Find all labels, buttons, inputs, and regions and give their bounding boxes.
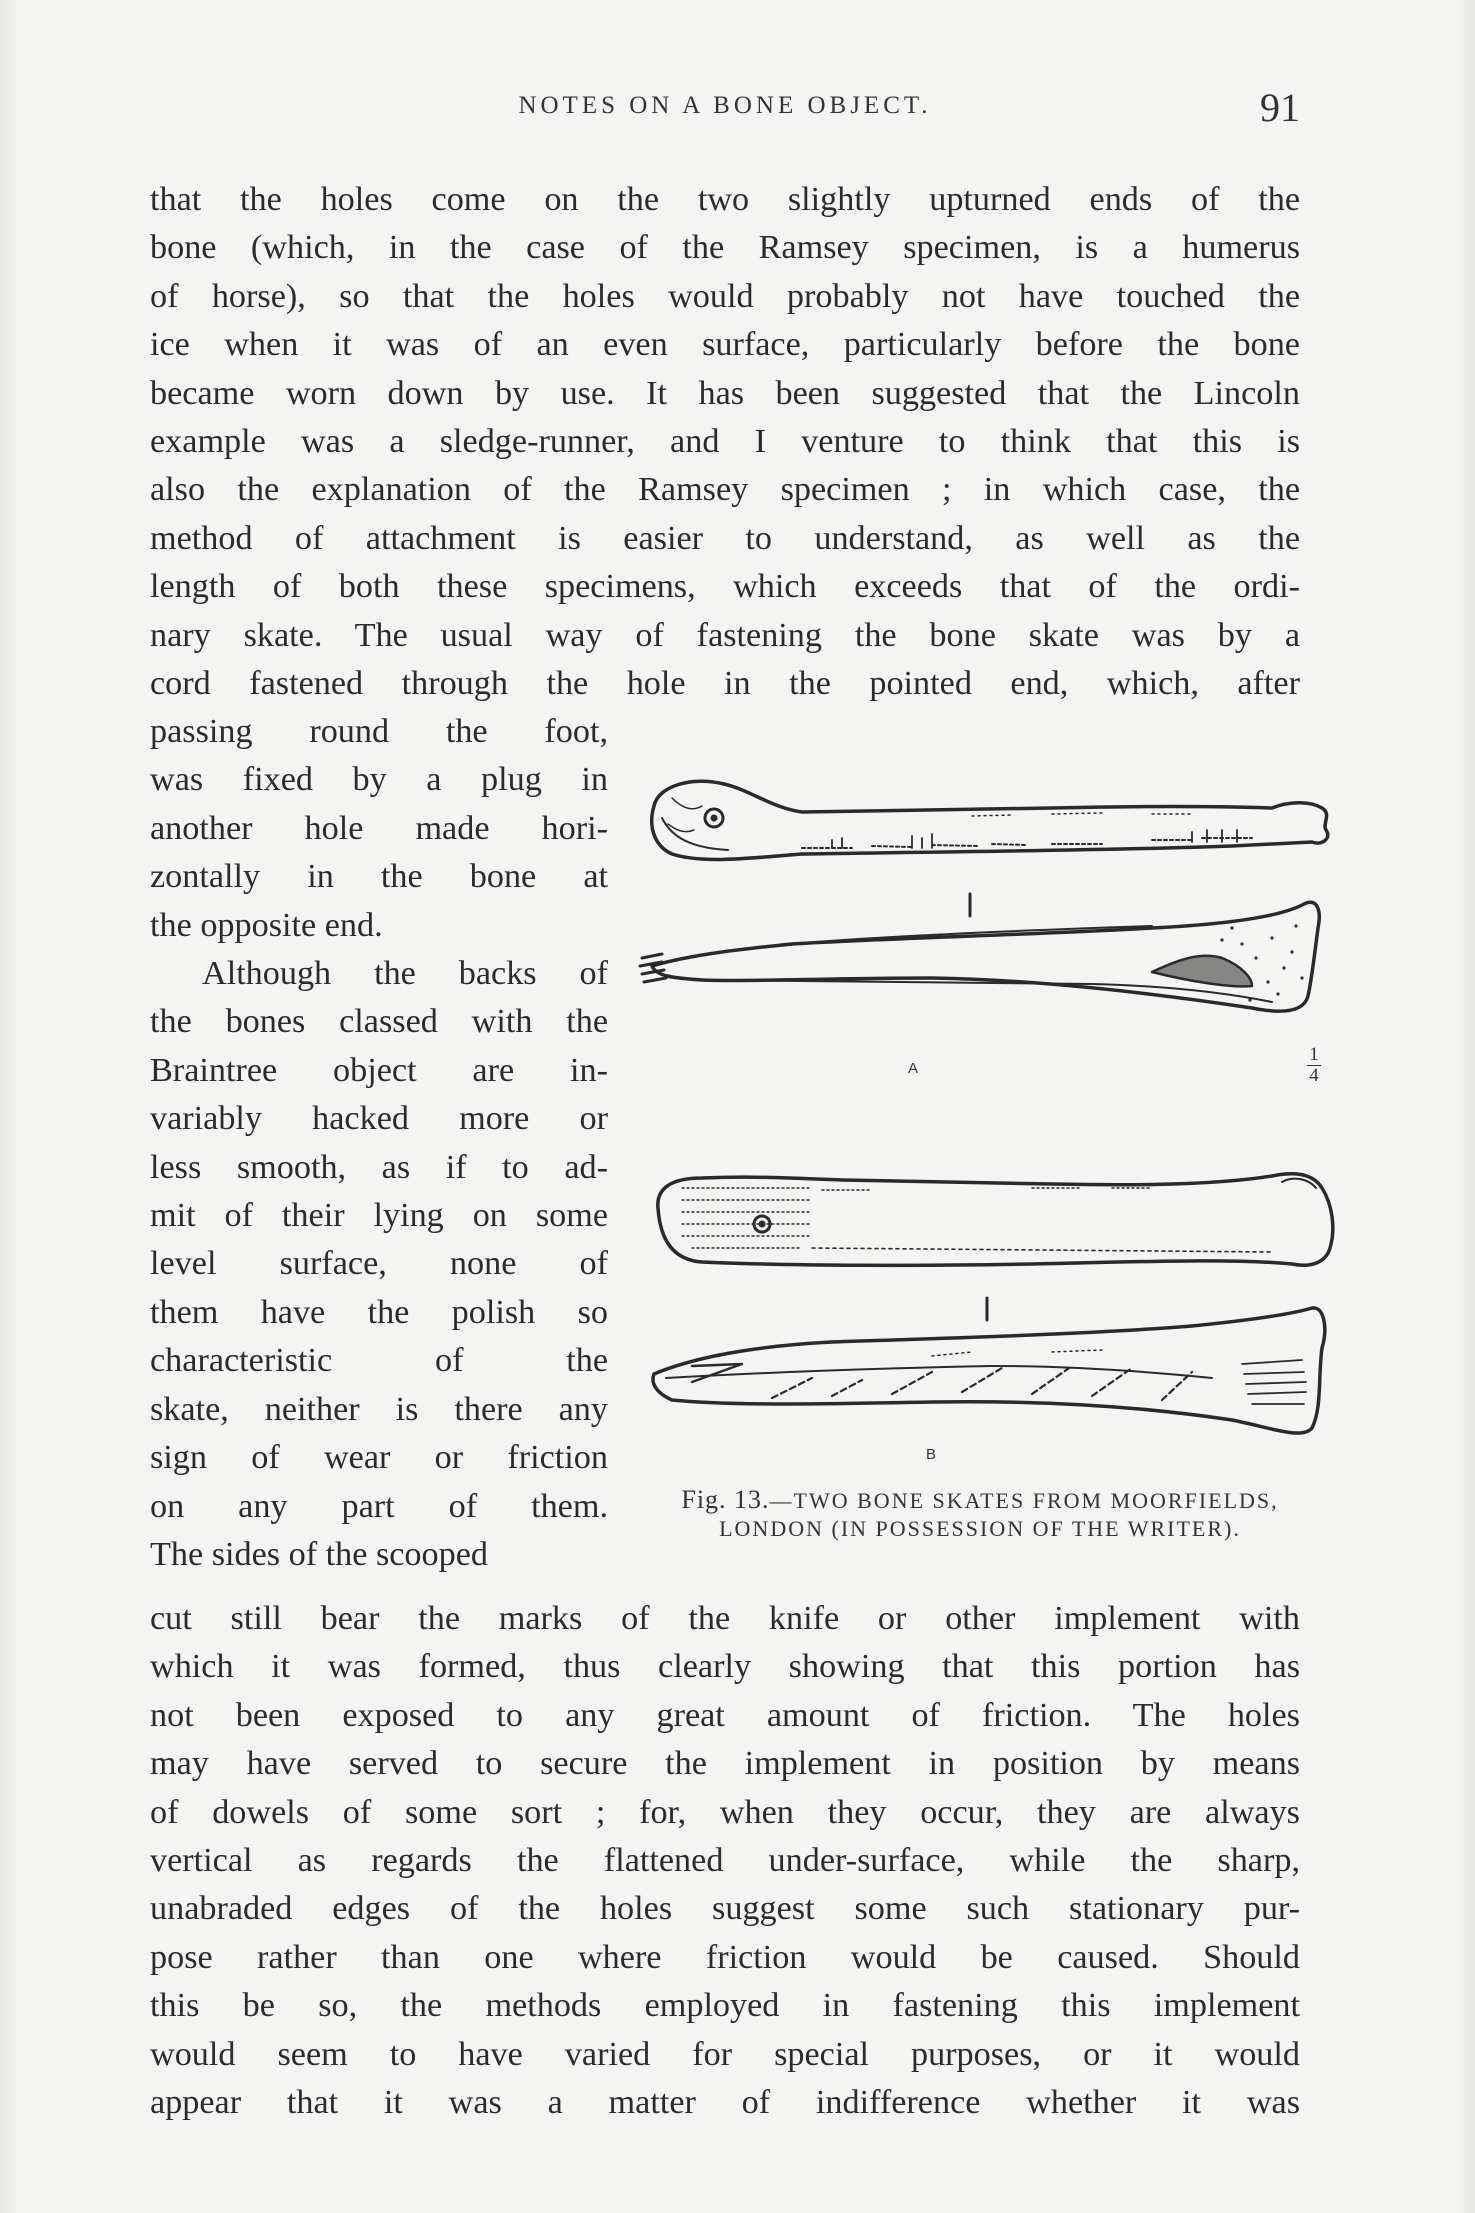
text-line: nary skate. The usual way of fastening the bone skate was by a [150,616,1300,654]
body-text-side [150,708,608,1579]
text-line: length of both these specimens, which exceeds that of the ordi- [150,568,1300,606]
text-line: which it was formed, thus clearly showing that this portion has [150,1648,1300,1686]
text-line: not been exposed to any great amount of friction. The holes [150,1696,1300,1734]
figure-caption-line-1 [620,1485,1340,1515]
text-line: was fixed by a plug in [150,761,608,799]
text-line: method of attachment is easier to understand, as well as the [150,519,1300,557]
figure-13 [632,768,1352,1568]
skate-a-side-view [640,902,1319,1011]
figure-label-b: B [926,1446,937,1463]
text-line: them have the polish so [150,1293,608,1331]
text-line: of horse), so that the holes would probably not have touched the [150,277,1300,315]
text-line: characteristic of the [150,1342,608,1380]
text-line: another hole made hori- [150,809,608,847]
text-line: level surface, none of [150,1245,608,1283]
text-line: would seem to have varied for special purposes, or it would [150,2035,1300,2073]
text-line: may have served to secure the implement in position by means [150,1745,1300,1783]
text-line: cord fastened through the hole in the pointed end, which, after [150,665,1300,703]
skate-a-top-view [652,781,1328,859]
text-line: passing round the foot, [150,713,608,750]
running-head: NOTES ON A BONE OBJECT. [518,92,932,119]
text-line: mit of their lying on some [150,1197,608,1235]
scale-denominator: 4 [1309,1065,1319,1086]
text-line: pose rather than one where friction would be caused. Should [150,1938,1300,1976]
text-line: became worn down by use. It has been suggested that the Lincoln [150,374,1300,412]
text-line: less smooth, as if to ad- [150,1148,608,1186]
text-line: variably hacked more or [150,1100,608,1138]
scale-numerator: 1 [1309,1044,1319,1065]
text-line: Although the backs of [202,955,608,993]
text-line: cut still bear the marks of the knife or other implement with [150,1600,1300,1637]
page-header [150,85,1300,142]
scan-edge-left [0,0,18,2213]
page-number: 91 [1260,85,1300,130]
bone-skates-illustration [632,768,1352,1468]
text-line: the bones classed with the [150,1003,608,1041]
text-line: The sides of the scooped [150,1535,488,1573]
text-line: zontally in the bone at [150,858,608,896]
figure-caption-rest: —TWO BONE SKATES FROM MOORFIELDS, [769,1488,1279,1513]
text-line: the opposite end. [150,906,383,944]
text-line: Braintree object are in- [150,1051,608,1089]
skate-b-top-view [658,1174,1333,1266]
text-line: of dowels of some sort ; for, when they occur, they are always [150,1793,1300,1831]
body-text-bottom [150,1595,1300,2127]
text-line: sign of wear or friction [150,1439,608,1477]
text-line: ice when it was of an even surface, particularly before the bone [150,326,1300,364]
text-line: example was a sledge-runner, and I venture to think that this is [150,423,1300,461]
text-line: this be so, the methods employed in fastening this implement [150,1987,1300,2025]
text-line: vertical as regards the flattened under-surface, while the sharp, [150,1842,1300,1880]
figure-caption-lead: Fig. 13. [681,1485,770,1514]
body-text-top [150,176,1300,708]
skate-b-side-view [653,1308,1325,1433]
text-line: on any part of them. [150,1487,608,1525]
text-line: bone (which, in the case of the Ramsey specimen, is a humerus [150,229,1300,267]
scale-fraction [1304,1046,1324,1085]
text-line: unabraded edges of the holes suggest some such stationary pur- [150,1890,1300,1928]
figure-caption-line-2: LONDON (IN POSSESSION OF THE WRITER). [719,1516,1241,1541]
text-line: also the explanation of the Ramsey specimen ; in which case, the [150,471,1300,509]
text-line: skate, neither is there any [150,1390,608,1428]
text-line: that the holes come on the two slightly upturned ends of the [150,181,1300,218]
figure-label-a: A [908,1060,919,1077]
text-line: appear that it was a matter of indifference whether it was [150,2084,1300,2122]
scan-edge-right [1457,0,1475,2213]
